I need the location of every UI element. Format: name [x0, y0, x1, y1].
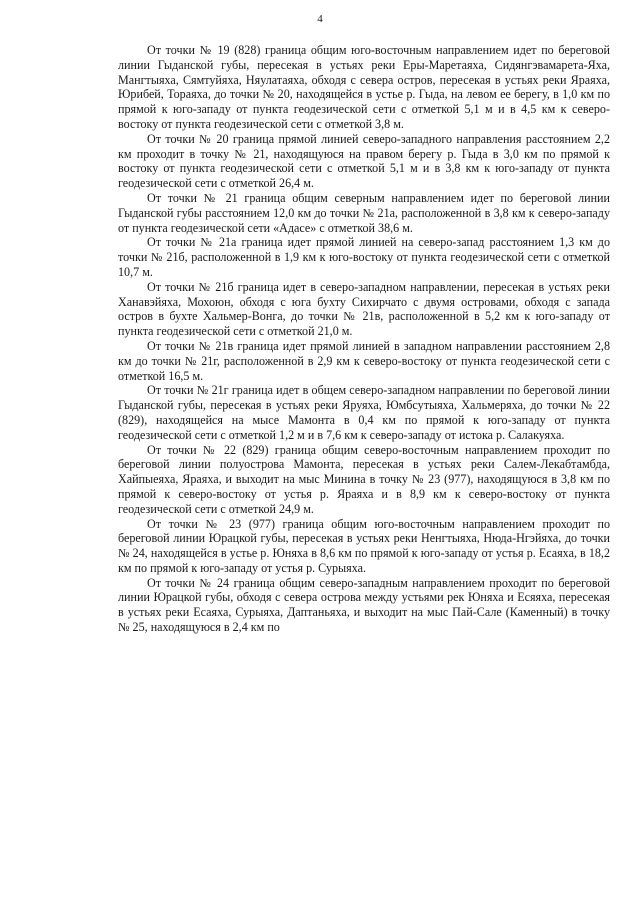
paragraph-point-20: От точки № 20 граница прямой линией северо-западного направления расстоянием 2,2 км проходит в точку № 21, находящуюся на правом берегу р. Гыда в 3,0 км по прямой к востоку от пункта геодезической сети с отметкой 5,1 м и в 3,8 км к юго-западу от пункта геодезической сети с отметкой 26,4 м.	[118, 131, 610, 191]
document-body	[118, 43, 610, 635]
paragraph-point-21: От точки № 21 граница общим северным направлением идет по береговой линии Гыданской губы расстоянием 12,0 км до точки № 21а, расположенной в 3,8 км к северо-западу от пункта геодезической сети «Адасе» с отметкой 38,6 м.	[118, 190, 610, 235]
paragraph-point-19: От точки № 19 (828) граница общим юго-восточным направлением идет по береговой линии Гыданской губы, пересекая в устьях реки Еры-Маретаяха, Сидянгэвамарета-Яха, Мангтыяха, Сямтуйяха, Няулатаяха, обходя с севера остров, пересекая в устьях реки Яраяха, Юрибей, Тораяха, до точки № 20, находящейся в устье р. Гыда, на левом ее берегу, в 1,0 км по прямой к юго-западу от пункта геодезической сети с отметкой 5,1 м и в 4,5 км к северо-востоку от пункта геодезической сети с отметкой 3,8 м.	[118, 43, 610, 131]
paragraph-point-22: От точки № 22 (829) граница общим северо-восточным направлением проходит по береговой линии полуострова Мамонта, пересекая в устьях реки Салем-Лекабтамбда, Хайпыеяха, Яраяха, и выходит на мыс Минина в точку № 23 (977), находящуюся в 3,8 км по прямой к северо-востоку от устья р. Яраяха и в 8,9 км к северо-востоку от пункта геодезической сети с отметкой 24,9 м.	[118, 442, 610, 516]
paragraph-point-23: От точки № 23 (977) граница общим юго-восточным направлением проходит по береговой линии Юрацкой губы, пересекая в устьях реки Ненгтыяха, Нюда-Нгэйяха, до точки № 24, находящейся в устье р. Юняха в 8,6 км по прямой к юго-западу от устья р. Есаяха, в 18,2 км по прямой к юго-западу от устья р. Сурыяха.	[118, 516, 610, 575]
page-number: 4	[317, 13, 323, 25]
paragraph-point-21v: От точки № 21в граница идет прямой линией в западном направлении расстоянием 2,8 км до точки № 21г, расположенной в 2,9 км к северо-востоку от пункта геодезической сети с отметкой 16,5 м.	[118, 338, 610, 383]
paragraph-point-24: От точки № 24 граница общим северо-западным направлением проходит по береговой линии Юрацкой губы, обходя с севера острова между устьями рек Юняха и Есяяха, пересекая в устьях реки Есаяха, Сурыяха, Даптаньяха, и выходит на мыс Пай-Сале (Каменный) в точку № 25, находящуюся в 2,4 км по	[118, 575, 610, 635]
paragraph-point-21b: От точки № 21б граница идет в северо-западном направлении, пересекая в устьях реки Ханавэйяха, Мохоюн, обходя с юга бухту Сихирчато с двумя островами, обходя с запада остров в бухте Хальмер-Вонга, до точки № 21в, расположенной в 5,2 км к юго-западу от пункта геодезической сети с отметкой 21,0 м.	[118, 279, 610, 339]
paragraph-point-21g: От точки № 21г граница идет в общем северо-западном направлении по береговой линии Гыданской губы, пересекая в устьях реки Яруяха, Юмбсутыяха, Хальмеряха, до точки № 22 (829), находящейся на мысе Мамонта в 0,4 км по прямой к юго-западу от пункта геодезической сети с отметкой 1,2 м и в 7,6 км к северо-западу от истока р. Салакуяха.	[118, 383, 610, 442]
paragraph-point-21a: От точки № 21а граница идет прямой линией на северо-запад расстоянием 1,3 км до точки № 21б, расположенной в 1,9 км к юго-востоку от пункта геодезической сети с отметкой 10,7 м.	[118, 235, 610, 279]
